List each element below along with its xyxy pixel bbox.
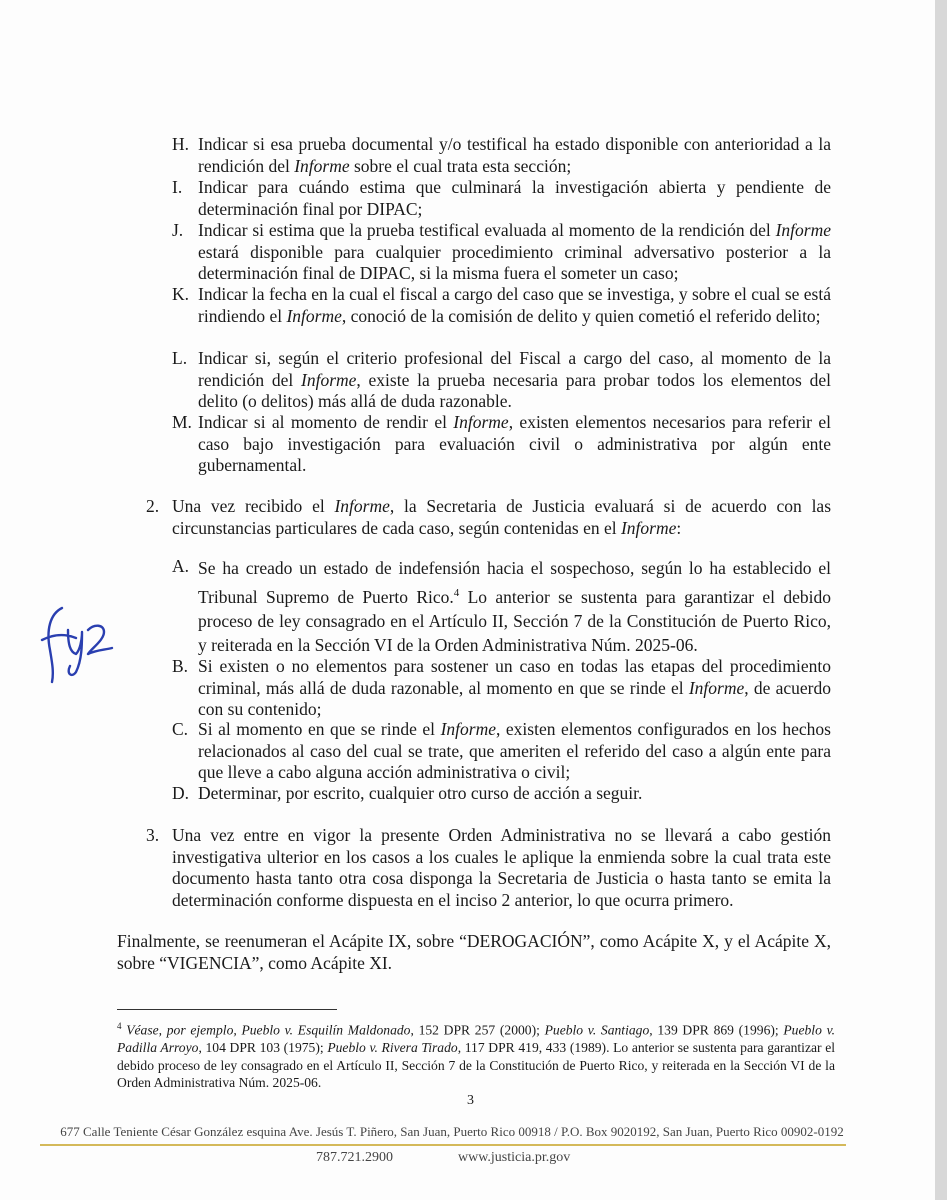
item-label: A. [172,556,190,576]
footnote-separator [117,1009,337,1010]
footnote-ref: 4 [453,586,460,599]
handwritten-initials [32,600,122,690]
item-text: Determinar, por escrito, cualquier otro curso de acción a seguir. [198,783,643,803]
footnote: $^4$ Véase, por ejemplo, Pueblo v. Esquilín Maldonado, 152 DPR 257 (2000); Pueblo v. Santiago, 139 DPR 869 (1996); Pueblo v. Padilla Arroyo, 104 DPR 103 (1975); Pueblo v. Rivera Tirado, 117 DPR 419, 433 (1989). Lo anterior se sustenta para garantizar el debido proceso de ley consagrado en el Artículo II, Sección 7 de la Constitución de Puerto Rico, y reiterada en la Sección VI de la Orden Administrativa Núm. 2025-06. [117,1021,836,1091]
item-text: Indicar si estima que la prueba testifical evaluada al momento de la rendición del Informe estará disponible para cualquier procedimiento criminal adversativo posterior a la determinación final de DIPAC, si la misma fuera el someter un caso; [198,220,831,283]
item-label: M. [172,412,192,432]
item-label: 3. [146,825,160,845]
item-text: Si al momento en que se rinde el Informe, existen elementos configurados en los hechos relacionados al caso del cual se trate, que ameriten el referido del caso a algún ente para que lleve a cabo alguna acción administrativa o civil; [198,719,831,782]
item-label: J. [172,220,184,240]
item-text: Indicar si esa prueba documental y/o testifical ha estado disponible con anterioridad a la rendición del Informe sobre el cual trata esta sección; [198,134,831,176]
item-label: D. [172,783,190,803]
item-text: Indicar para cuándo estima que culminará la investigación abierta y pendiente de determinación final por DIPAC; [198,177,831,219]
footer-address: 677 Calle Teniente César González esquina Ave. Jesús T. Piñero, San Juan, Puerto Rico 00918 / P.O. Box 9020192, San Juan, Puerto Rico 00902-0192 [60,1124,844,1139]
item-text: Indicar la fecha en la cual el fiscal a cargo del caso que se investiga, y sobre el cual se está rindiendo el Informe, conoció de la comisión de delito y quien cometió el referido delito; [198,284,831,326]
item-label: 2. [146,496,160,516]
item-label: B. [172,656,189,676]
footnote-mark: 4 [117,1021,122,1031]
item-label: C. [172,719,189,739]
item-label: K. [172,284,190,304]
item-text: Una vez recibido el Informe, la Secretaria de Justicia evaluará si de acuerdo con las circunstancias particulares de cada caso, según contenidas en el Informe: [172,496,832,538]
item-text: Si existen o no elementos para sostener un caso en todas las etapas del procedimiento criminal, más allá de duda razonable, al momento en que se rinde el Informe, de acuerdo con su contenido; [198,656,831,719]
footer-rule [40,1144,846,1146]
closing-paragraph: Finalmente, se reenumeran el Acápite IX, sobre “DEROGACIÓN”, como Acápite X, y el Acápite X, sobre “VIGENCIA”, como Acápite XI. [117,931,831,973]
item-text: Indicar si al momento de rendir el Informe, existen elementos necesarios para referir el caso bajo investigación para evaluación civil o administrativa por algún ente gubernamental. [198,412,831,475]
item-label: I. [172,177,183,197]
item-label: L. [172,348,188,368]
item-label: H. [172,134,190,154]
page-edge-shadow [935,0,947,1200]
page-number: 3 [467,1093,474,1108]
item-text: Indicar si, según el criterio profesional del Fiscal a cargo del caso, al momento de la rendición del Informe, existe la prueba necesaria para probar todos los elementos del delito (o delitos) más allá de duda razonable. [198,348,832,411]
footer-phone: 787.721.2900 [316,1150,393,1165]
item-text: Se ha creado un estado de indefensión hacia el sospechoso, según lo ha establecido el Tribunal Supremo de Puerto Rico.$^4$ Lo anterior se sustenta para garantizar el debido proceso de ley consagrado en el Artículo II, Sección 7 de la Constitución de Puerto Rico, y reiterada en la Sección VI de la Orden Administrativa Núm. 2025-06. [198,558,831,656]
item-text: Una vez entre en vigor la presente Orden Administrativa no se llevará a cabo gestión investigativa ulterior en los casos a los cuales le aplique la enmienda sobre la cual trata este documento hasta tanto otra cosa disponga la Secretaria de Justicia o hasta tanto se emita la determinación conforme dispuesta en el inciso 2 anterior, lo que ocurra primero. [172,825,831,910]
footer-website: www.justicia.pr.gov [458,1150,571,1165]
